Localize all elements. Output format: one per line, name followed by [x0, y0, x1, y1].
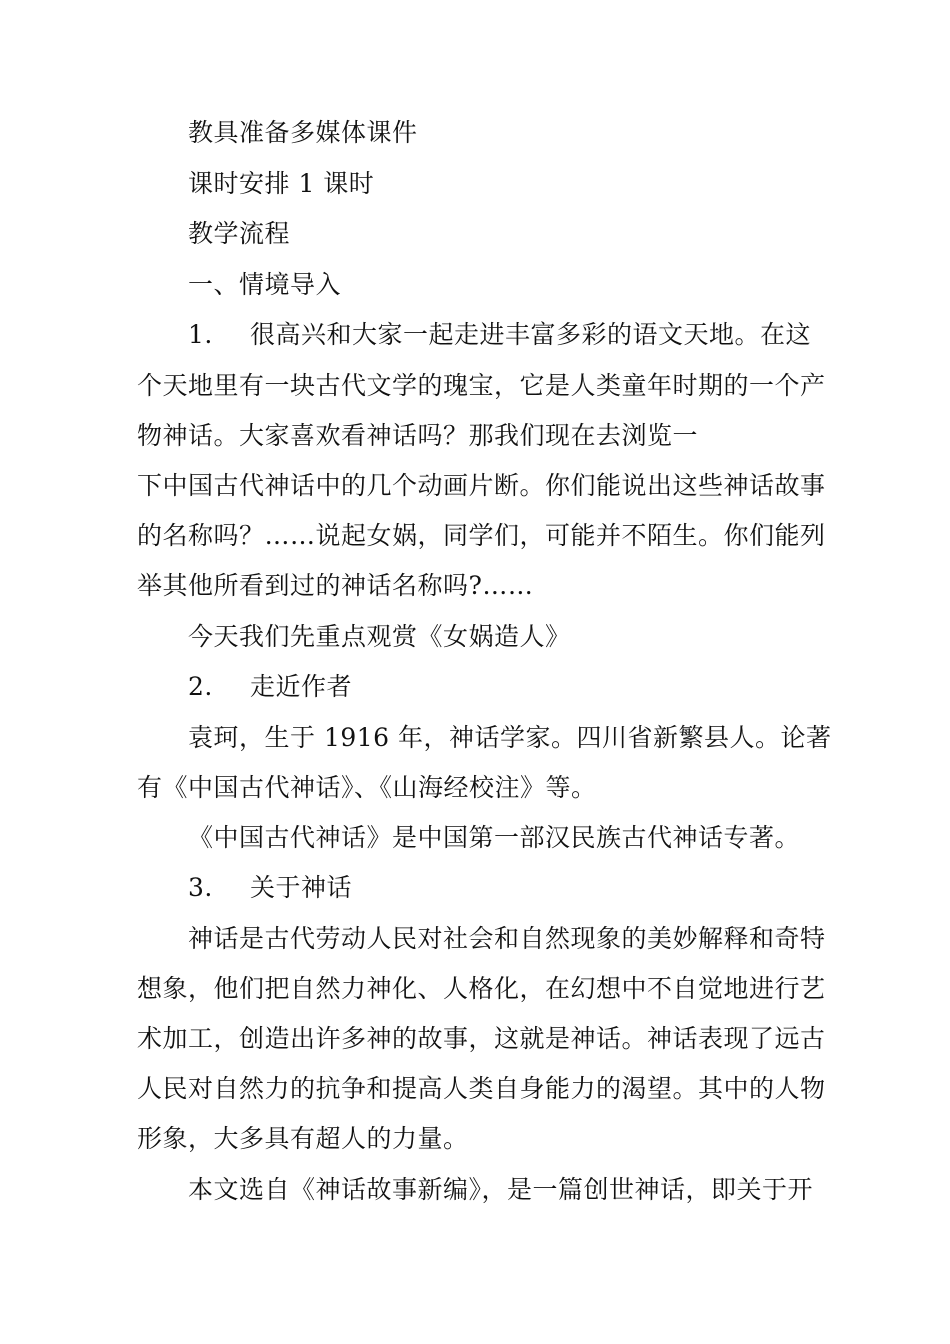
line-text: 教具准备多媒体课件 [188, 118, 418, 147]
numbered-line [188, 320, 888, 350]
text-line [188, 219, 888, 249]
line-text: 一、情境导入 [188, 270, 342, 299]
line-text: 人民对自然力的抗争和提高人类自身能力的渴望。其中的人物 [137, 1074, 826, 1103]
text-line [137, 521, 837, 551]
line-text: 课时安排 1 课时 [188, 169, 375, 198]
line-text: 个天地里有一块古代文学的瑰宝，它是人类童年时期的一个产 [137, 371, 826, 400]
text-line [137, 974, 837, 1004]
line-text: 教学流程 [188, 219, 291, 248]
line-text: 术加工，创造出许多神的故事，这就是神话。神话表现了远古 [137, 1024, 826, 1053]
line-text: 形象，大多具有超人的力量。 [137, 1124, 469, 1153]
text-line [137, 1024, 837, 1054]
numbered-line [188, 672, 888, 702]
text-line [137, 371, 837, 401]
text-line [188, 169, 888, 199]
line-text: 今天我们先重点观赏《女娲造人》 [188, 622, 571, 651]
text-line [188, 1175, 888, 1205]
text-line [188, 622, 888, 652]
text-line [188, 823, 888, 853]
text-line [137, 471, 837, 501]
text-line [137, 1124, 837, 1154]
text-line [188, 924, 888, 954]
line-text: 想象，他们把自然力神化、人格化，在幻想中不自觉地进行艺 [137, 974, 826, 1003]
line-text: 袁珂，生于 1916 年，神话学家。四川省新繁县人。论著 [188, 723, 832, 752]
text-line [137, 1074, 837, 1104]
text-line [137, 421, 837, 451]
text-line [188, 118, 888, 148]
line-text: 《中国古代神话》是中国第一部汉民族古代神话专著。 [188, 823, 801, 852]
text-line [137, 773, 837, 803]
line-text: 的名称吗？……说起女娲，同学们，可能并不陌生。你们能列 [137, 521, 826, 550]
text-line [188, 723, 888, 753]
line-text: 有《中国古代神话》、《山海经校注》等。 [137, 773, 597, 802]
line-text: 本文选自《神话故事新编》，是一篇创世神话，即关于开 [188, 1175, 814, 1204]
line-text: 关于神话 [250, 873, 353, 902]
line-text: 很高兴和大家一起走进丰富多彩的语文天地。在这 [250, 320, 812, 349]
line-text: 下中国古代神话中的几个动画片断。你们能说出这些神话故事 [137, 471, 826, 500]
item-number: 1. [188, 320, 213, 349]
line-text: 走近作者 [250, 672, 353, 701]
line-text: 神话是古代劳动人民对社会和自然现象的美妙解释和奇特 [188, 924, 826, 953]
item-number: 3. [188, 873, 213, 902]
section-heading [188, 270, 888, 300]
line-text: 物神话。大家喜欢看神话吗？那我们现在去浏览一 [137, 421, 699, 450]
item-number: 2. [188, 672, 213, 701]
text-line [137, 571, 837, 601]
line-text: 举其他所看到过的神话名称吗?…… [137, 571, 534, 600]
numbered-line [188, 873, 888, 903]
